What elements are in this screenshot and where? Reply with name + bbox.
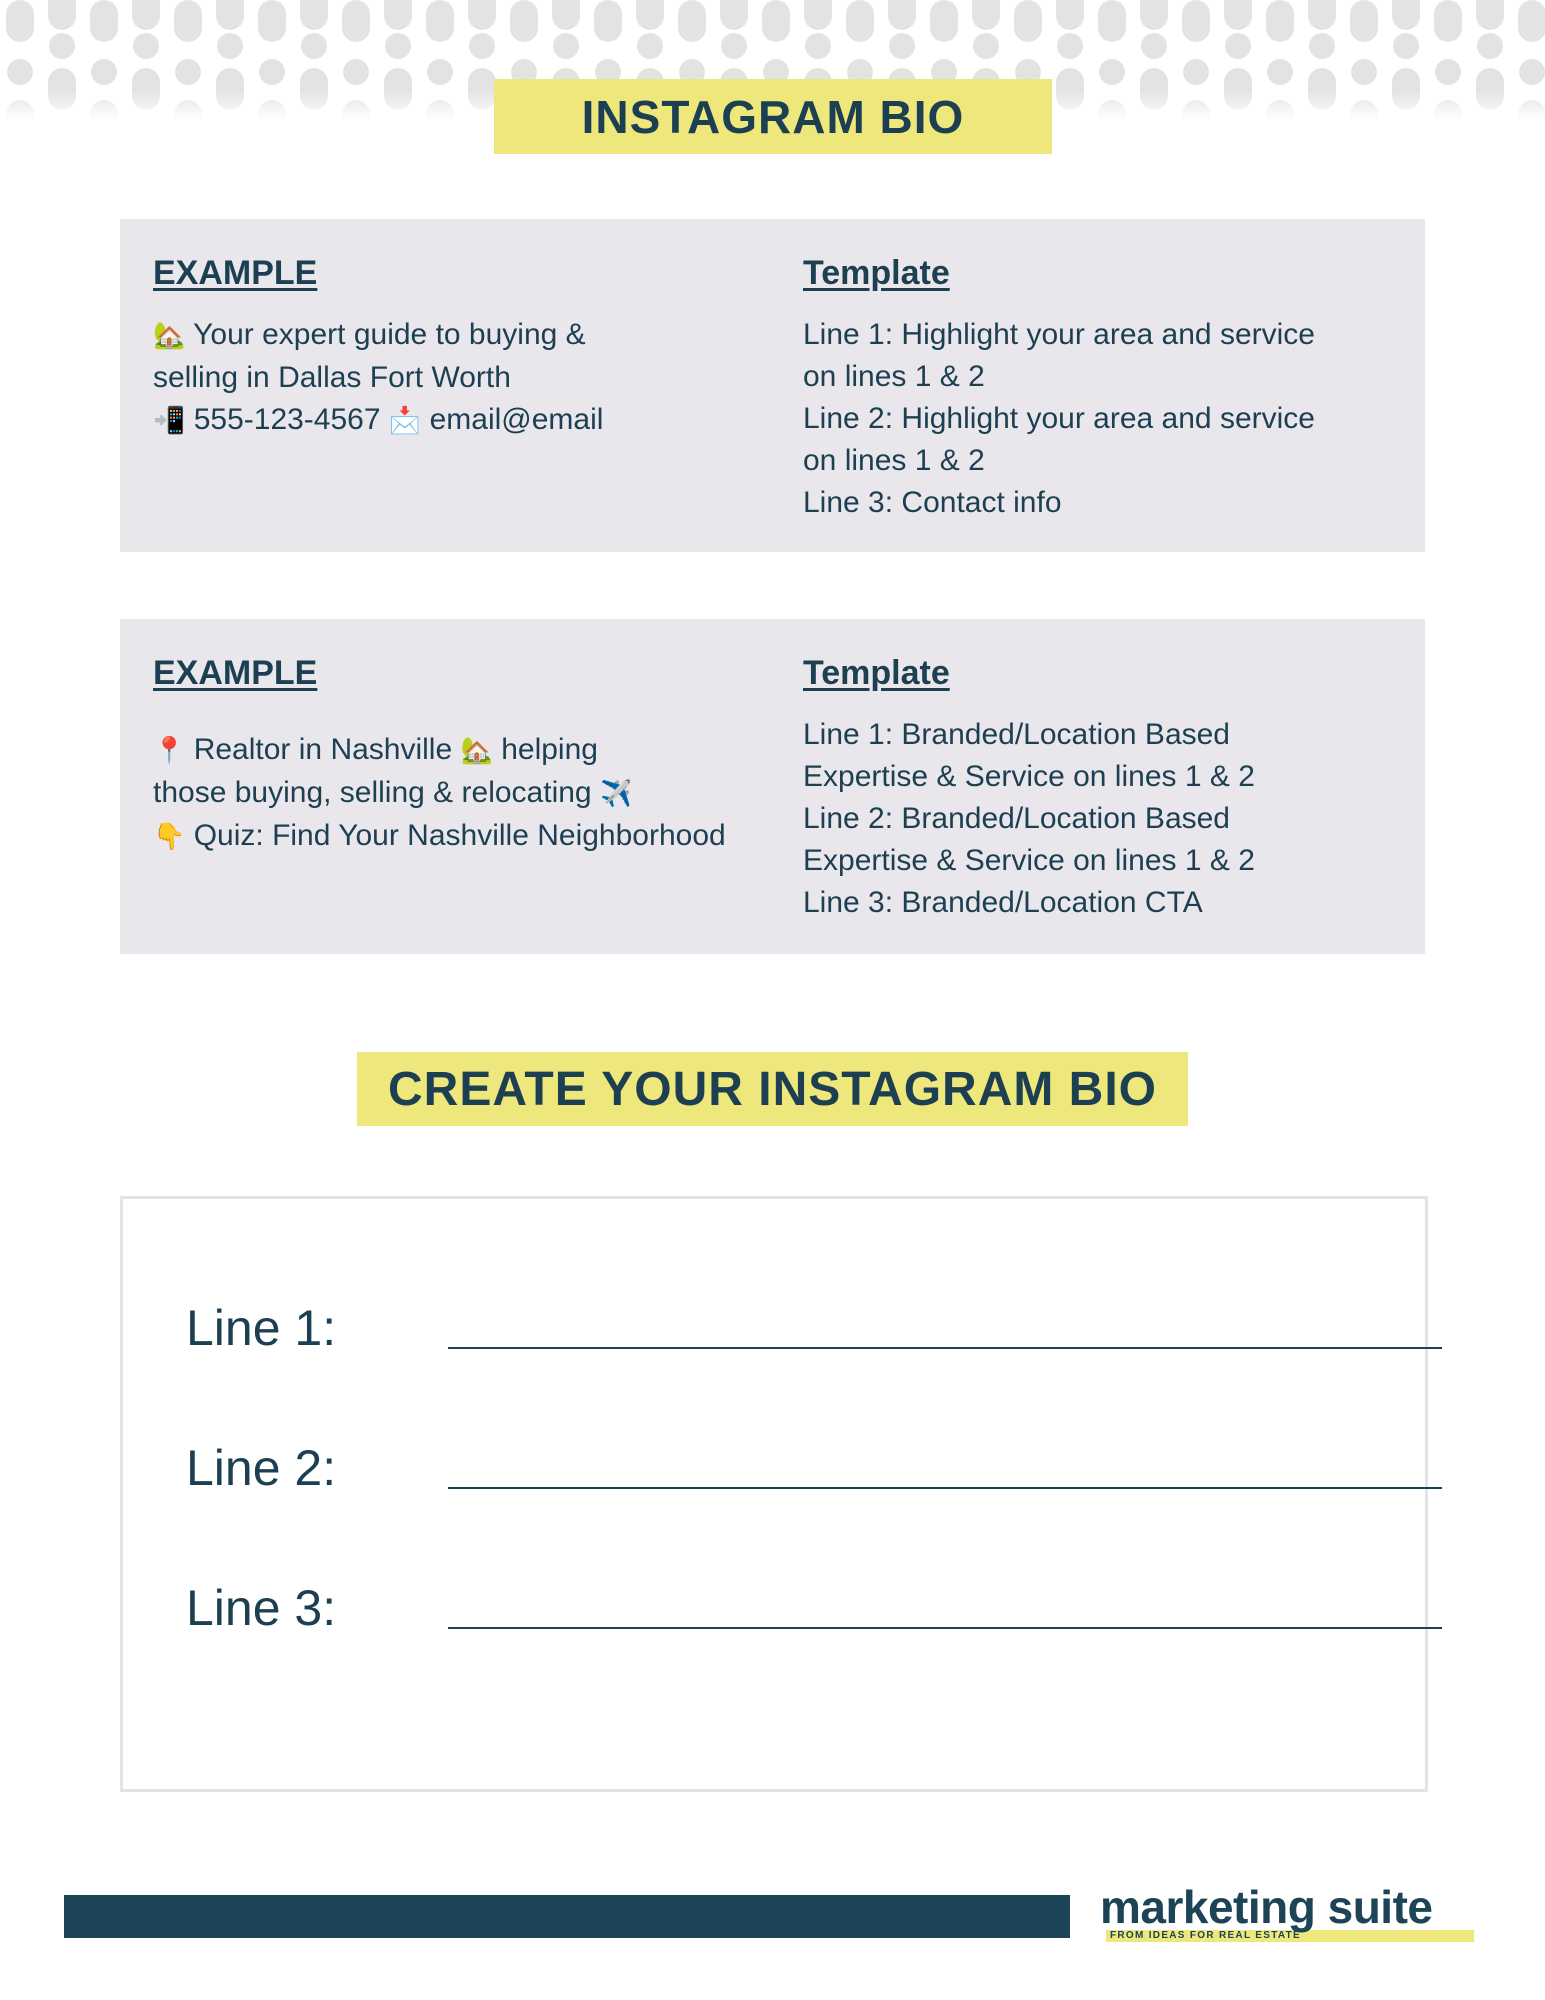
form-row-line-3 xyxy=(186,1579,1442,1639)
line-1-input[interactable] xyxy=(448,1347,1442,1349)
example-line: 📍 Realtor in Nashville 🏡 helping xyxy=(153,733,598,766)
line-1-label: Line 1: xyxy=(186,1300,337,1356)
template-line: on lines 1 & 2 xyxy=(803,360,985,393)
create-section-title: CREATE YOUR INSTAGRAM BIO xyxy=(357,1052,1188,1126)
template-text xyxy=(803,314,1315,524)
example-line: 📲 555-123-4567 📩 email@email xyxy=(153,403,604,436)
template-line: Line 2: Highlight your area and service xyxy=(803,402,1315,435)
example-text xyxy=(153,729,726,858)
pin-icon: 📍 xyxy=(153,736,186,766)
brand-logo xyxy=(1100,1880,1480,1950)
example-heading: EXAMPLE xyxy=(153,254,318,292)
airplane-icon: ✈️ xyxy=(599,779,633,809)
example-line: those buying, selling & relocating ✈️ xyxy=(153,776,633,809)
logo-tagline: FROM IDEAS FOR REAL ESTATE xyxy=(1110,1930,1302,1941)
pointing-down-icon: 👇 xyxy=(153,822,186,852)
example-text xyxy=(153,314,603,442)
template-heading: Template xyxy=(803,654,950,692)
template-heading: Template xyxy=(803,254,950,292)
logo-wordmark: marketing suite xyxy=(1100,1881,1433,1933)
example-card-1 xyxy=(120,219,1425,552)
example-heading: EXAMPLE xyxy=(153,654,318,692)
page-title: INSTAGRAM BIO xyxy=(494,79,1052,154)
template-line: Line 1: Branded/Location Based xyxy=(803,718,1230,751)
form-row-line-2 xyxy=(186,1439,1442,1499)
template-line: Line 3: Branded/Location CTA xyxy=(803,886,1203,919)
example-line: selling in Dallas Fort Worth xyxy=(153,361,511,394)
template-line: Line 3: Contact info xyxy=(803,486,1062,519)
footer-bar xyxy=(64,1895,1070,1938)
bio-form xyxy=(120,1196,1428,1792)
example-line: 👇 Quiz: Find Your Nashville Neighborhood xyxy=(153,819,726,852)
example-line: 🏡 Your expert guide to buying & xyxy=(153,318,586,351)
line-2-label: Line 2: xyxy=(186,1440,337,1496)
house-icon: 🏡 xyxy=(153,321,186,351)
envelope-icon: 📩 xyxy=(388,406,422,436)
line-3-input[interactable] xyxy=(448,1627,1442,1629)
line-2-input[interactable] xyxy=(448,1487,1442,1489)
form-row-line-1 xyxy=(186,1299,1442,1359)
template-line: Line 1: Highlight your area and service xyxy=(803,318,1315,351)
example-card-2 xyxy=(120,619,1425,954)
house-icon: 🏡 xyxy=(460,736,493,766)
template-line: Expertise & Service on lines 1 & 2 xyxy=(803,844,1255,877)
line-3-label: Line 3: xyxy=(186,1580,337,1636)
template-line: on lines 1 & 2 xyxy=(803,444,985,477)
template-line: Line 2: Branded/Location Based xyxy=(803,802,1230,835)
phone-icon: 📲 xyxy=(153,406,186,436)
template-line: Expertise & Service on lines 1 & 2 xyxy=(803,760,1255,793)
template-text xyxy=(803,714,1255,924)
